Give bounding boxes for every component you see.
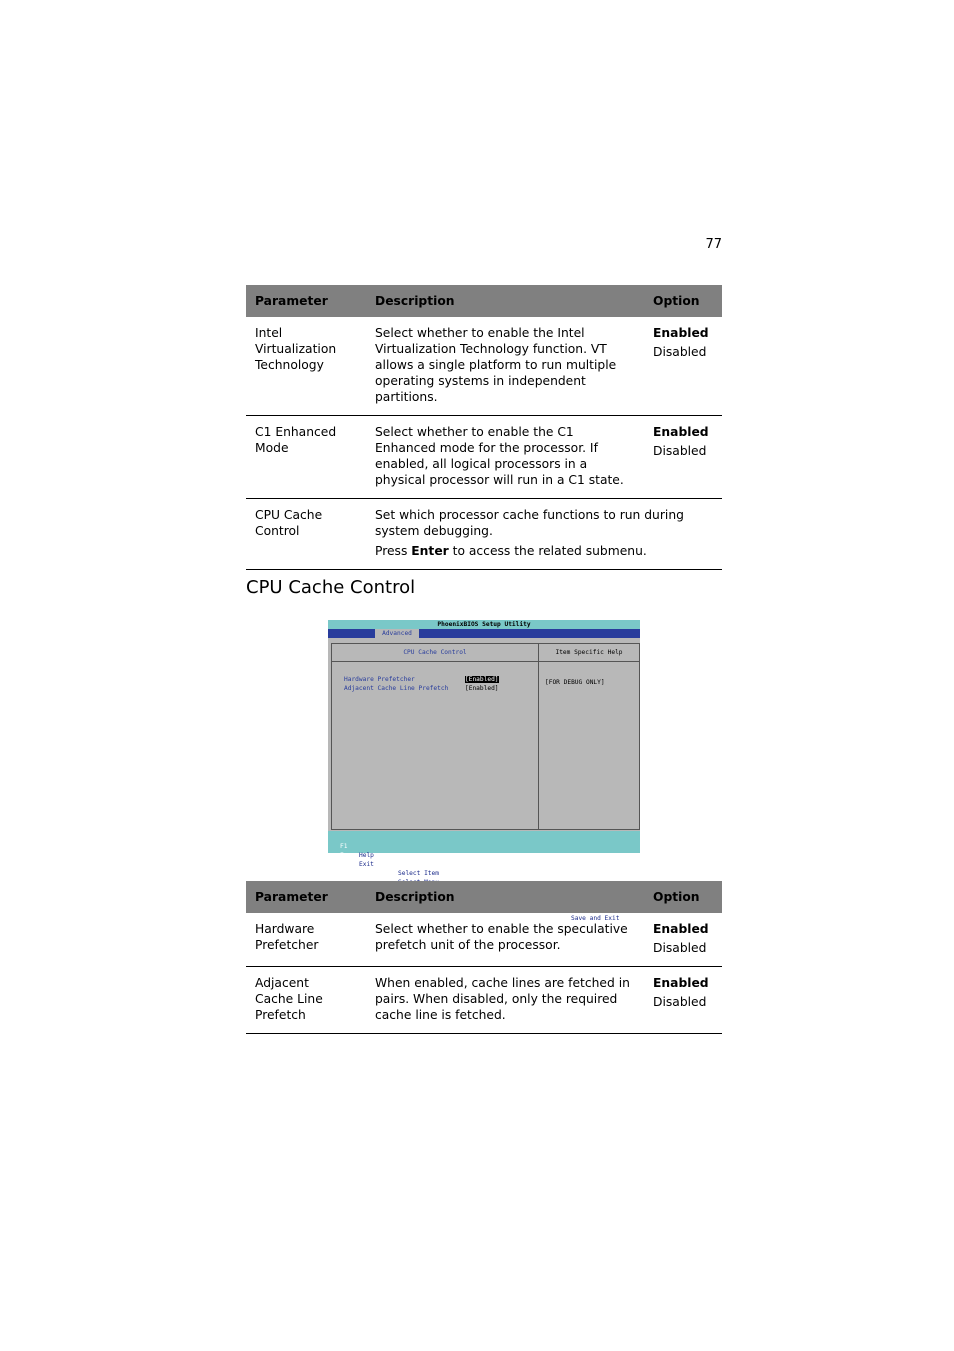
bios-key-desc: Save and Exit	[571, 915, 620, 922]
param-cell: Adjacent Cache Line Prefetch	[246, 967, 366, 1034]
option-cell	[644, 416, 722, 499]
param-cell: Hardware Prefetcher	[246, 913, 366, 967]
desc-cell: Select whether to enable the speculative prefetch unit of the processor.	[366, 913, 644, 967]
table-row	[246, 416, 722, 499]
section-heading: CPU Cache Control	[246, 577, 416, 598]
option-alt: Disabled	[653, 941, 707, 955]
table-row	[246, 913, 722, 967]
page-number: 77	[705, 237, 722, 252]
bios-key-desc: Help	[359, 852, 374, 859]
header-parameter: Parameter	[246, 285, 366, 317]
bios-key-desc: Exit	[359, 861, 374, 868]
bios-tab-bar	[328, 629, 640, 638]
bios-key: ↑↓	[383, 861, 391, 868]
table-header-row	[246, 881, 722, 913]
bios-tab-advanced: Advanced	[375, 629, 419, 638]
header-description: Description	[366, 285, 644, 317]
option-default: Enabled	[653, 976, 709, 990]
param-cell: Intel Virtualization Technology	[246, 317, 366, 416]
option-default: Enabled	[653, 326, 709, 340]
bios-key: F1	[340, 843, 348, 850]
parameter-table-cpu	[246, 285, 722, 570]
bios-item-value: [Enabled]	[465, 685, 499, 692]
bios-help-title: Item Specific Help	[539, 644, 639, 662]
table-row	[246, 317, 722, 416]
bios-main-panel	[331, 643, 539, 830]
bios-title: PhoenixBIOS Setup Utility	[328, 620, 640, 629]
bios-key: Esc	[340, 852, 352, 859]
header-option: Option	[644, 285, 722, 317]
option-alt: Disabled	[653, 995, 707, 1009]
table-row	[246, 499, 722, 570]
bios-item-value: [Enabled]	[465, 676, 499, 683]
parameter-table-cache	[246, 881, 722, 1034]
desc-cell: Select whether to enable the Intel Virtualization Technology function. VT allows a single platform to run multiple operating systems in independent partitions.	[366, 317, 644, 416]
option-alt: Disabled	[653, 345, 707, 359]
press-instruction	[375, 543, 713, 559]
table-header-row	[246, 285, 722, 317]
table-row	[246, 967, 722, 1034]
press-pre: Press	[375, 544, 412, 558]
option-cell	[644, 967, 722, 1034]
option-alt: Disabled	[653, 444, 707, 458]
desc-cell	[366, 499, 722, 570]
desc-text: Set which processor cache functions to run during system debugging.	[375, 508, 684, 538]
option-cell	[644, 913, 722, 967]
bios-help-text: [FOR DEBUG ONLY]	[545, 679, 605, 686]
press-post: to access the related submenu.	[448, 544, 647, 558]
bios-key-desc: Select Item	[398, 870, 439, 877]
bios-help-panel	[538, 643, 640, 830]
header-description: Description	[366, 881, 644, 913]
param-cell: C1 Enhanced Mode	[246, 416, 366, 499]
press-key: Enter	[411, 544, 449, 558]
option-default: Enabled	[653, 425, 709, 439]
header-option: Option	[644, 881, 722, 913]
bios-main-title: CPU Cache Control	[332, 644, 538, 662]
header-parameter: Parameter	[246, 881, 366, 913]
bios-item-label: Hardware Prefetcher	[344, 676, 415, 683]
desc-cell: Select whether to enable the C1 Enhanced mode for the processor. If enabled, all logical processors in a physical processor will run in a C1 state.	[366, 416, 644, 499]
option-default: Enabled	[653, 922, 709, 936]
desc-cell: When enabled, cache lines are fetched in pairs. When disabled, only the required cache line is fetched.	[366, 967, 644, 1034]
bios-key: ←→	[383, 870, 391, 877]
param-cell: CPU Cache Control	[246, 499, 366, 570]
bios-item-label: Adjacent Cache Line Prefetch	[344, 685, 449, 692]
option-cell	[644, 317, 722, 416]
